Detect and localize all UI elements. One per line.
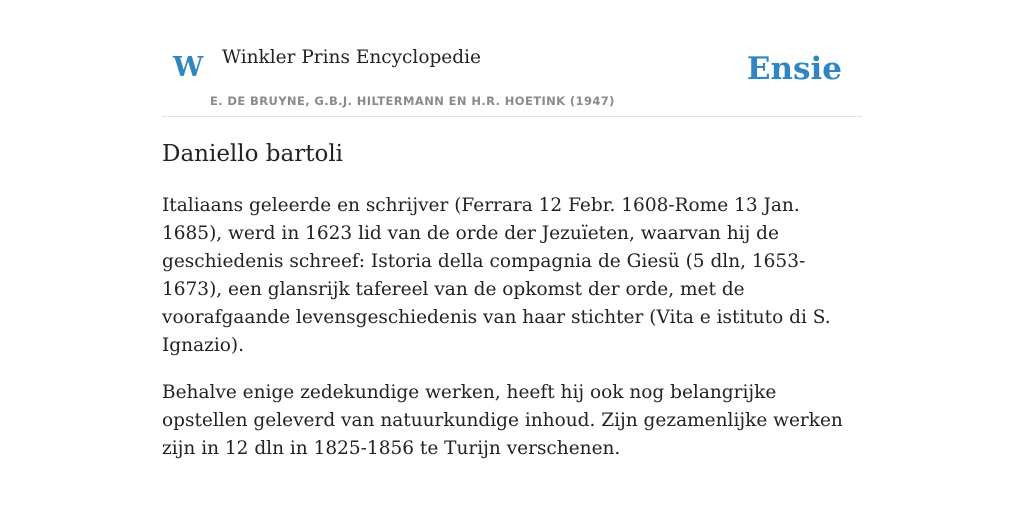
article-paragraph: Behalve enige zedekundige werken, heeft hij ook nog belangrijke opstellen geleverd van natuurkundige inhoud. Zijn gezamenlijke werken zijn in 12 dln in 1825-1856 te Turijn verschenen. xyxy=(162,382,843,459)
book-authors: E. DE BRUYNE, G.B.J. HILTERMANN EN H.R. HOETINK (1947) xyxy=(210,94,615,108)
ensie-logo-link[interactable]: Ensie xyxy=(746,51,842,87)
book-header xyxy=(162,0,862,117)
book-logo[interactable]: W xyxy=(173,52,204,83)
article-paragraph: Italiaans geleerde en schrijver (Ferrara 12 Febr. 1608-Rome 13 Jan. 1685), werd in 1623 lid van de orde der Jezuïeten, waarvan hij de geschiedenis schreef: Istoria della compagnia de Giesü (5 dln, 1653-1673), een glansrijk tafereel van de opkomst der orde, met de voorafgaande levensgeschiedenis van haar stichter (Vita e istituto di S. Ignazio). xyxy=(162,195,831,356)
book-title-link[interactable]: Winkler Prins Encyclopedie xyxy=(222,47,481,68)
article-body xyxy=(162,192,862,482)
article-title: Daniello bartoli xyxy=(162,141,344,167)
